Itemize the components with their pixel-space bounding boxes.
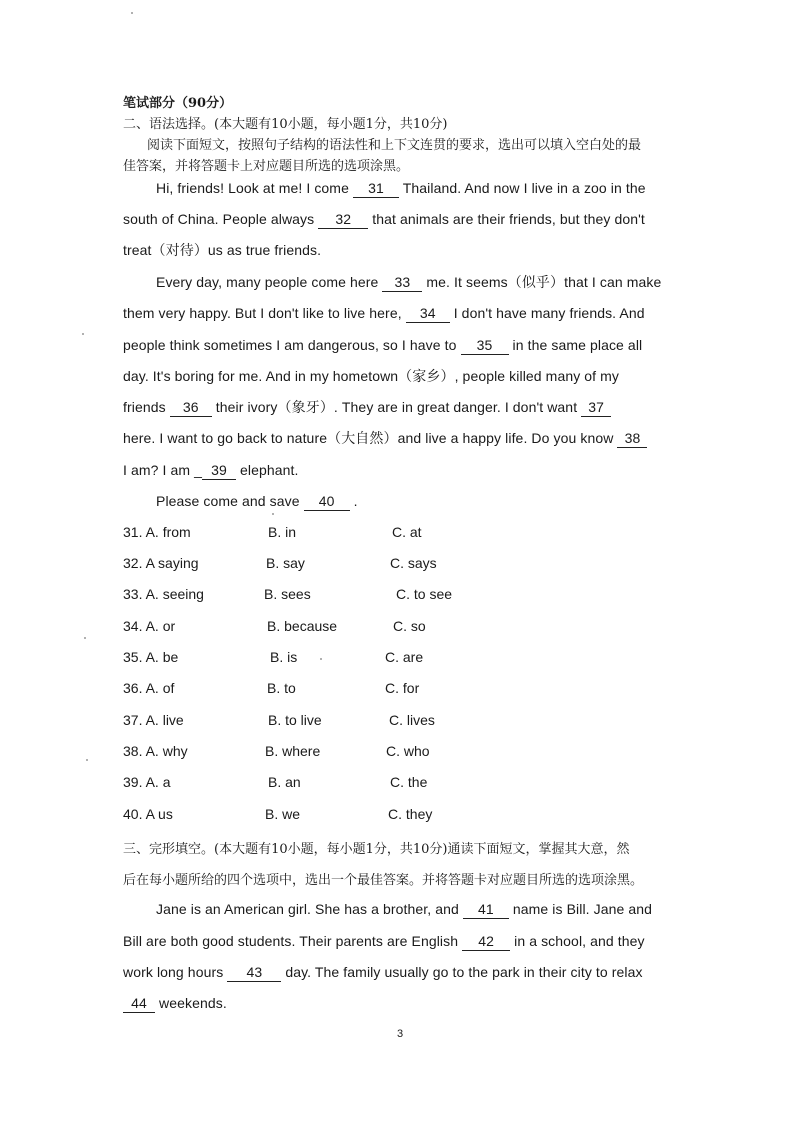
- part3-heading-line1: 三、完形填空。(本大题有10小题，每小题1分，共10分)通读下面短文，掌握其大意，然: [123, 842, 630, 857]
- part2-heading: 二、语法选择。(本大题有10小题，每小题1分，共10分): [123, 117, 448, 132]
- page-number: 3: [397, 1028, 404, 1040]
- scan-speck: [84, 637, 86, 639]
- scan-speck: [82, 333, 84, 335]
- blank-35: 35: [461, 336, 509, 355]
- option-b: B. to: [267, 680, 296, 696]
- passage2-line: 44 weekends.: [123, 988, 227, 1019]
- option-b: B. to live: [268, 712, 322, 728]
- scan-speck: [131, 12, 133, 14]
- passage1-line: treat（对待）us as true friends.: [123, 242, 322, 258]
- blank-40: 40: [304, 492, 350, 511]
- passage1-line: Every day, many people come here 33 me. It seems（似乎）that I can make: [156, 274, 662, 290]
- option-c: C. says: [390, 555, 437, 571]
- option-row-35: 35. A. be: [123, 649, 179, 665]
- blank-37: 37: [581, 398, 611, 417]
- option-row-40: 40. A us: [123, 806, 173, 822]
- passage1-line: Hi, friends! Look at me! I come 31 Thailand. And now I live in a zoo in the: [156, 180, 646, 196]
- option-c: C. so: [393, 618, 426, 634]
- option-row-38: 38. A. why: [123, 743, 188, 759]
- passage1-line: here. I want to go back to nature（大自然）and live a happy life. Do you know 38: [123, 423, 647, 454]
- option-b: B. because: [267, 618, 338, 634]
- passage2-line: Bill are both good students. Their parents are English 42 in a school, and they: [123, 933, 645, 949]
- part3-heading-line2: 后在每小题所给的四个选项中，选出一个最佳答案。并将答题卡对应题目所选的选项涂黑。: [123, 873, 644, 888]
- blank-38: 38: [617, 429, 647, 448]
- section-title: 笔试部分（90分）: [123, 96, 233, 111]
- blank-44: 44: [123, 994, 155, 1013]
- option-row-36: 36. A. of: [123, 680, 175, 696]
- passage1-line: day. It's boring for me. And in my hometown（家乡）, people killed many of my: [123, 368, 620, 384]
- option-row-31: 31. A. from: [123, 524, 191, 540]
- option-row-37: 37. A. live: [123, 712, 184, 728]
- option-row-39: 39. A. a: [123, 774, 171, 790]
- passage2-line: Jane is an American girl. She has a brother, and 41 name is Bill. Jane and: [156, 901, 653, 917]
- blank-34: 34: [406, 304, 450, 323]
- blank-33: 33: [382, 273, 422, 292]
- part2-instruction-line2: 佳答案，并将答题卡上对应题目所选的选项涂黑。: [123, 159, 410, 174]
- scan-speck: [320, 658, 322, 660]
- option-c: C. for: [385, 680, 420, 696]
- option-b: B. in: [268, 524, 297, 540]
- passage1-line: south of China. People always 32 that animals are their friends, but they don't: [123, 211, 645, 227]
- passage1-line: I am? I am _ 39 elephant.: [123, 462, 299, 478]
- part2-instruction-line1: 阅读下面短文，按照句子结构的语法性和上下文连贯的要求，选出可以填入空白处的最: [147, 138, 642, 153]
- option-b: B. is: [270, 649, 298, 665]
- blank-41: 41: [463, 900, 509, 919]
- scan-speck: [86, 759, 88, 761]
- blank-39: 39: [202, 461, 236, 480]
- blank-32: 32: [318, 210, 368, 229]
- option-row-34: 34. A. or: [123, 618, 176, 634]
- passage2-line: work long hours 43 day. The family usually go to the park in their city to relax: [123, 964, 643, 980]
- option-c: C. to see: [396, 586, 453, 602]
- passage1-line: friends 36 their ivory（象牙）. They are in great danger. I don't want 37: [123, 392, 611, 423]
- option-c: C. are: [385, 649, 424, 665]
- option-b: B. where: [265, 743, 321, 759]
- option-b: B. sees: [264, 586, 311, 602]
- option-c: C. they: [388, 806, 433, 822]
- blank-43: 43: [227, 963, 281, 982]
- option-c: C. who: [386, 743, 430, 759]
- option-c: C. lives: [389, 712, 435, 728]
- option-b: B. we: [265, 806, 301, 822]
- option-b: B. an: [268, 774, 301, 790]
- passage1-line: them very happy. But I don't like to live here, 34 I don't have many friends. And: [123, 305, 645, 321]
- passage1-line: people think sometimes I am dangerous, so I have to 35 in the same place all: [123, 337, 643, 353]
- passage1-line: Please come and save 40 .: [156, 493, 358, 509]
- blank-42: 42: [462, 932, 510, 951]
- option-c: C. the: [390, 774, 428, 790]
- blank-36: 36: [170, 398, 212, 417]
- option-row-32: 32. A saying: [123, 555, 199, 571]
- option-b: B. say: [266, 555, 305, 571]
- option-c: C. at: [392, 524, 422, 540]
- option-row-33: 33. A. seeing: [123, 586, 204, 602]
- blank-31: 31: [353, 179, 399, 198]
